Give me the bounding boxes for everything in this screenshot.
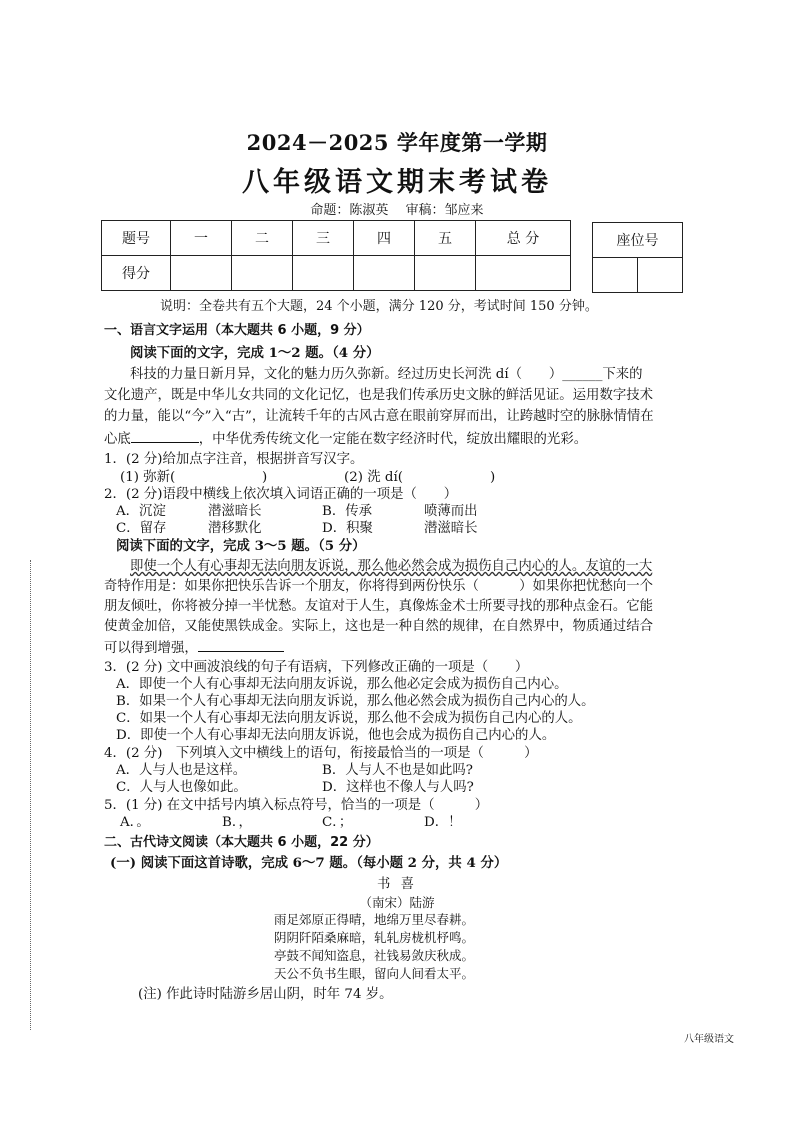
- passage2-line: [130, 558, 652, 575]
- passage1-line: 科技的力量日新月异，文化的魅力历久弥新。经过历史长河洗 dí（ ）______下来的: [130, 367, 643, 382]
- passage1-line: 的力量，能以“今”入“古”，让流转千年的古风古意在眼前穿屏而出，让跨越时空的脉脉情情在: [104, 409, 654, 424]
- question-1b-close: ): [490, 470, 496, 485]
- passage2-text: 可以得到增强，: [104, 641, 198, 656]
- question-3: 3．(2 分) 文中画波浪线的句子有语病，下列修改正确的一项是（ ）: [104, 660, 529, 675]
- score-header-cell: 四: [354, 221, 415, 256]
- question-2: 2．(2 分)语段中横线上依次填入词语正确的一项是（ ）: [104, 487, 458, 502]
- exam-notice: 说明：全卷共有五个大题，24 个小题，满分 120 分，考试时间 150 分钟。: [160, 299, 598, 314]
- passage2-line: [104, 638, 284, 657]
- passage2-line: 使黄金加倍，又能使黑铁成金。实际上，这也是一种自然的规律，在自然界中，物质通过结合: [104, 619, 654, 634]
- q5-option[interactable]: B．，: [222, 815, 252, 830]
- question-1a: (1) 弥新(: [120, 470, 176, 485]
- score-table: [101, 220, 571, 291]
- question-1a-close: ): [262, 470, 268, 485]
- q3-option[interactable]: D．即使一个人有心事却无法向朋友诉说，他也会成为损伤自己内心的人。: [116, 728, 556, 743]
- wavy-underlined-sentence: 即使一个人有心事却无法向朋友诉说，那么他必然会成为损伤自己内心的人。友谊的一大: [130, 559, 653, 574]
- passage1-line: [104, 429, 587, 448]
- seat-label: 座位号: [593, 223, 683, 258]
- passage1-text: 心底: [104, 432, 131, 447]
- score-header-cell: 总 分: [476, 221, 571, 256]
- score-cell[interactable]: [293, 256, 354, 291]
- poem-note: (注) 作此诗时陆游乡居山阴，时年 74 岁。: [138, 987, 393, 1002]
- passage1-text: ，中华优秀传统文化一定能在数字经济时代，绽放出耀眼的光彩。: [198, 432, 588, 447]
- question-4: 4．(2 分) 下列填入文中横线上的语句，衔接最恰当的一项是（ ）: [104, 746, 538, 761]
- q4-option[interactable]: B．人与人不也是如此吗?: [322, 763, 473, 778]
- score-header-cell: 一: [171, 221, 232, 256]
- question-5: 5．(1 分) 在文中括号内填入标点符号，恰当的一项是（ ）: [104, 798, 489, 813]
- seat-cell[interactable]: [638, 258, 683, 293]
- question-1b: (2) 洗 dí(: [344, 470, 403, 485]
- q2-option-text: 喷薄而出: [424, 504, 478, 519]
- poem-line: 雨足郊原正得晴，地绵万里尽春耕。: [274, 912, 475, 927]
- q5-option[interactable]: A．。: [120, 815, 150, 830]
- q2-option-text: 潜滋暗长: [208, 504, 262, 519]
- exam-authors: 命题：陈淑英 审稿：邹应来: [310, 203, 484, 218]
- q3-option[interactable]: B．如果一个人有心事却无法向朋友诉说，那么他必然会成为损伤自己内心的人。: [116, 694, 595, 709]
- seat-cell[interactable]: [593, 258, 638, 293]
- score-cell[interactable]: [476, 256, 571, 291]
- poem-author: （南宋）陆游: [359, 895, 435, 910]
- q2-option-text: 潜滋暗长: [424, 521, 478, 536]
- poem-line: 阴阴阡陌桑麻暗，轧轧房栊机杼鸣。: [274, 930, 475, 945]
- score-cell[interactable]: [232, 256, 293, 291]
- q4-option[interactable]: C．人与人也像如此。: [116, 780, 247, 795]
- q5-option[interactable]: C．；: [322, 815, 353, 830]
- q3-option[interactable]: A．即使一个人有心事却无法向朋友诉说，那么他必定会成为损伤自己内心。: [116, 677, 568, 692]
- passage1-line: 文化遗产，既是中华儿女共同的文化记忆，也是我们传承历史文脉的鲜活见证。运用数字技术: [104, 388, 654, 403]
- answer-blank[interactable]: [198, 638, 284, 652]
- section1-title: 一、语言文字运用（本大题共 6 小题，9 分）: [104, 323, 370, 338]
- binding-margin-dots: [30, 560, 33, 1030]
- q4-option[interactable]: A．人与人也是这样。: [116, 763, 247, 778]
- q2-option[interactable]: A．沉淀: [116, 504, 166, 519]
- seat-table: [592, 222, 683, 293]
- score-row-label: 得分: [102, 256, 171, 291]
- question-1: 1．(2 分)给加点字注音，根据拼音写汉字。: [104, 452, 364, 467]
- q2-option[interactable]: B．传承: [322, 504, 373, 519]
- score-header-cell: 二: [232, 221, 293, 256]
- score-header-cell: 三: [293, 221, 354, 256]
- q3-option[interactable]: C．如果一个人有心事却无法向朋友诉说，那么他不会成为损伤自己内心的人。: [116, 711, 582, 726]
- poem-line: 天公不负书生眼，留向人间看太平。: [274, 966, 475, 981]
- q5-option[interactable]: D．！: [424, 815, 462, 830]
- poem-title: 书 喜: [376, 877, 418, 892]
- exam-year: 2024－2025 学年度第一学期: [246, 130, 548, 155]
- poem-line: 亭鼓不闻知盗息，社钱易敛庆秋成。: [274, 948, 475, 963]
- score-cell[interactable]: [171, 256, 232, 291]
- page-footer: 八年级语文: [684, 1034, 734, 1045]
- score-cell[interactable]: [415, 256, 476, 291]
- section1-intro2: 阅读下面的文字，完成 3～5 题。（5 分）: [116, 538, 366, 554]
- passage2-line: 奇特作用是：如果你把快乐告诉一个朋友，你将得到两份快乐（ ）如果你把忧愁向一个: [104, 579, 654, 594]
- section1-intro: 阅读下面的文字，完成 1～2 题。（4 分）: [130, 345, 380, 361]
- answer-blank[interactable]: [131, 429, 199, 443]
- passage2-line: 朋友倾吐，你将被分掉一半忧愁。友谊对于人生，真像炼金术士所要寻找的那种点金石。它能: [104, 599, 654, 614]
- q2-option[interactable]: D．积聚: [322, 521, 373, 536]
- section2-title: 二、古代诗文阅读（本大题共 6 小题，22 分）: [104, 835, 379, 850]
- score-header-cell: 题号: [102, 221, 171, 256]
- score-header-cell: 五: [415, 221, 476, 256]
- section2-sub: (一) 阅读下面这首诗歌，完成 6～7 题。（每小题 2 分，共 4 分）: [110, 855, 508, 871]
- score-cell[interactable]: [354, 256, 415, 291]
- q4-option[interactable]: D．这样也不像人与人吗?: [322, 780, 474, 795]
- q2-option-text: 潜移默化: [208, 521, 262, 536]
- q2-option[interactable]: C．留存: [116, 521, 167, 536]
- exam-title: 八年级语文期末考试卷: [242, 167, 552, 198]
